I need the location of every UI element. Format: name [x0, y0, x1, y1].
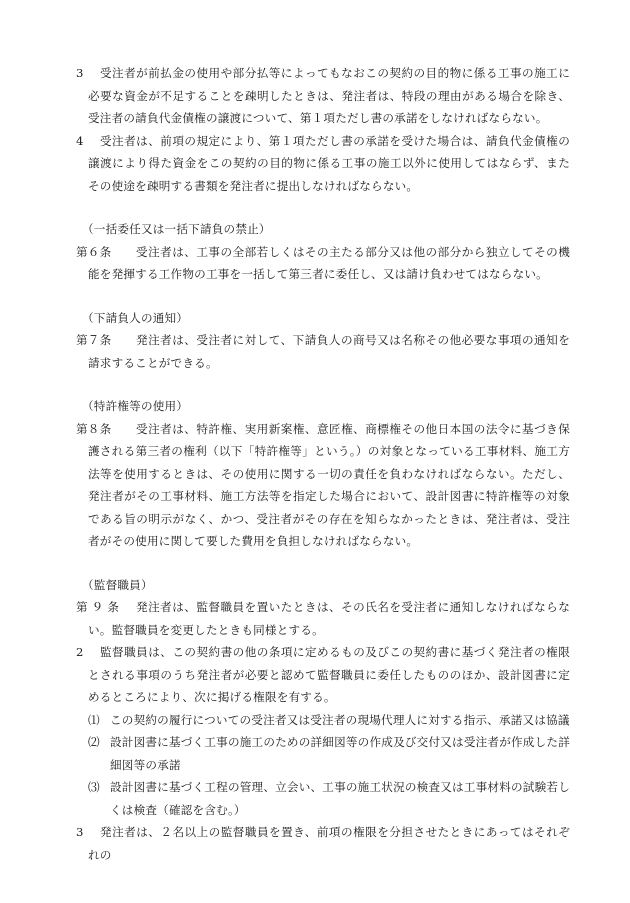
article-7	[76, 329, 570, 374]
article-7-heading: （下請負人の通知）	[82, 310, 189, 325]
item-number: ⑴	[88, 712, 100, 727]
paragraph-number: 3	[76, 66, 84, 80]
item-number: ⑵	[88, 735, 100, 749]
paragraph-4	[76, 130, 570, 198]
article-6-heading: （一括委任又は一括下請負の禁止）	[82, 222, 271, 236]
paragraph-text: 発注者は、２名以上の監督職員を置き、前項の権限を分担させたときにあってはそれぞれの	[88, 825, 570, 862]
article-label: 第８条	[76, 421, 112, 436]
item-text: 設計図書に基づく工程の管理、立会い、工事の施工状況の検査又は工事材料の試験若しくは検査（確認を含む。）	[110, 780, 570, 817]
article-8	[76, 418, 570, 553]
item-text: この契約の履行についての受注者又は受注者の現場代理人に対する指示、承諾又は協議	[110, 712, 570, 727]
article-label: 第６条	[76, 244, 112, 259]
paragraph-3	[76, 62, 570, 130]
paragraph-text: 監督職員は、この契約書の他の条項に定めるもの及びこの契約書に基づく発注者の権限とされる事項のうち発注者が必要と認めて監督職員に委任したもののほか、設計図書に定めるところにより、次に掲げる権限を有する。	[88, 645, 570, 704]
article-text: 受注者は、特許権、実用新案権、意匠権、商標権その他日本国の法令に基づき保護される第三者の権利（以下「特許権等」という。）の対象となっている工事材料、施工方法等を使用するときは、その使用に関する一切の責任を負わなければならない。ただし、発注者がその工事材料、施工方法等を指定した場合において、設計図書に特許権等の対象である旨の明示がなく、かつ、受注者がその存在を知らなかったときは、発注者は、受注者がその使用に関して要した費用を負担しなければならない。	[88, 421, 570, 548]
paragraph-number: 3	[76, 825, 84, 839]
list-item	[76, 776, 570, 821]
item-text: 設計図書に基づく工事の施工のための詳細図等の作成及び交付又は受注者が作成した詳細図等の承諾	[110, 735, 570, 772]
article-label: 第７条	[76, 333, 112, 347]
paragraph-text: 受注者は、前項の規定により、第１項ただし書の承諾を受けた場合は、請負代金債権の譲渡により得た資金をこの契約の目的物に係る工事の施工以外に使用してはならず、またその使途を疎明する書類を発注者に提出しなければならない。	[88, 133, 570, 193]
list-item	[76, 709, 570, 732]
document-body	[76, 62, 570, 866]
article-8-heading: （特許権等の使用）	[82, 399, 189, 413]
article-label: 第 ９ 条	[76, 600, 120, 614]
article-text: 発注者は、監督職員を置いたときは、その氏名を受注者に通知しなければならない。監督職員を変更したときも同様とする。	[88, 600, 570, 637]
paragraph-text: 受注者が前払金の使用や部分払等によってもなおこの契約の目的物に係る工事の施工に必要な資金が不足することを疎明したときは、発注者は、特段の理由がある場合を除き、受注者の請負代金債権の譲渡について、第１項ただし書の承諾をしなければならない。	[88, 66, 570, 125]
article-9-heading: （監督職員）	[82, 577, 153, 592]
article-9-paragraph-3	[76, 821, 570, 866]
document-page	[76, 62, 570, 866]
paragraph-number: 4	[76, 133, 84, 148]
article-text: 発注者は、受注者に対して、下請負人の商号又は名称その他必要な事項の通知を請求することができる。	[88, 333, 570, 370]
article-9-paragraph-2	[76, 641, 570, 709]
article-9	[76, 596, 570, 641]
paragraph-number: 2	[76, 645, 84, 659]
article-text: 受注者は、工事の全部若しくはその主たる部分又は他の部分から独立してその機能を発揮する工作物の工事を一括して第三者に委任し、又は請け負わせてはならない。	[88, 244, 570, 281]
list-item	[76, 731, 570, 776]
item-number: ⑶	[88, 780, 100, 794]
article-6	[76, 241, 570, 286]
